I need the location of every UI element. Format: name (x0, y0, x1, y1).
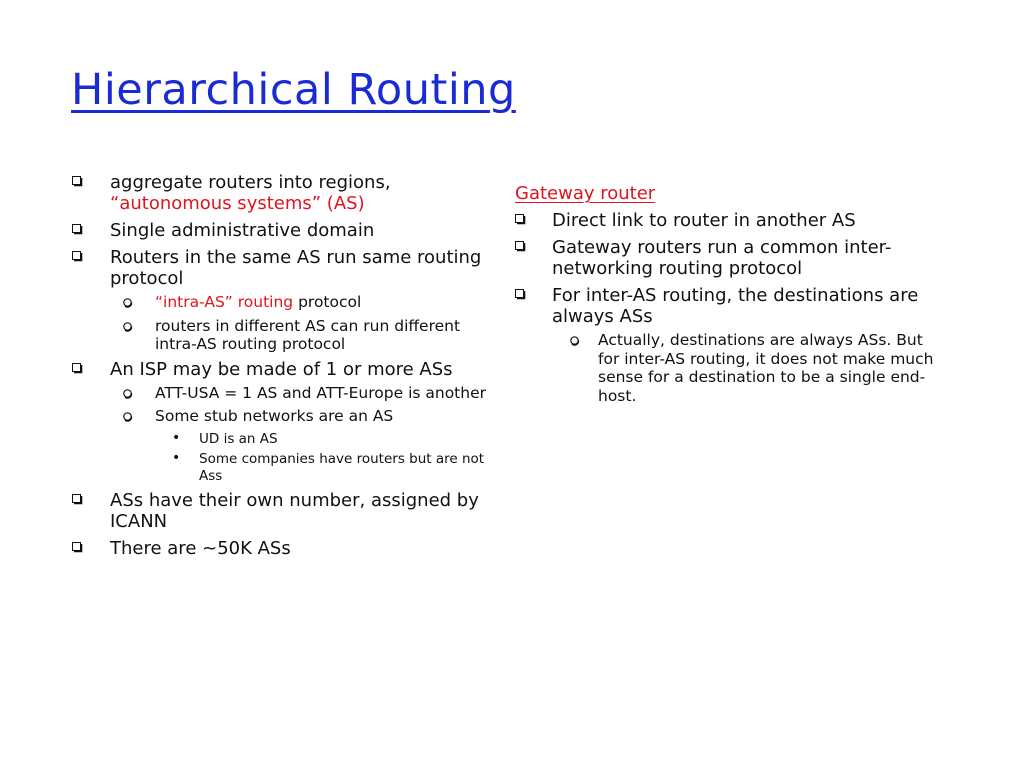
bullet-item (72, 172, 487, 214)
circle-bullet-icon (123, 389, 133, 399)
sub-bullet-item (72, 293, 487, 312)
sub-sub-bullet-item (72, 431, 487, 448)
square-bullet-icon (72, 363, 83, 374)
bullet-item (515, 285, 935, 327)
gateway-router-heading: Gateway router (515, 183, 656, 204)
square-bullet-icon (72, 542, 83, 553)
square-bullet-icon (72, 494, 83, 505)
sub-bullet-item (72, 384, 487, 403)
square-bullet-icon (515, 241, 526, 252)
circle-bullet-icon (570, 336, 580, 346)
square-bullet-icon (515, 289, 526, 300)
bullet-text: Single administrative domain (110, 220, 375, 241)
circle-bullet-icon (123, 298, 133, 308)
sub-bullet-item (72, 317, 487, 354)
dot-bullet-icon: • (172, 429, 181, 446)
bullet-item (72, 538, 487, 559)
square-bullet-icon (72, 176, 83, 187)
sub-bullet-text: protocol (293, 293, 362, 311)
dot-bullet-icon: • (172, 450, 181, 466)
sub-sub-bullet-text: UD is an AS (199, 430, 278, 447)
square-bullet-icon (72, 251, 83, 262)
circle-bullet-icon (123, 412, 133, 422)
sub-bullet-text: Some stub networks are an AS (155, 407, 394, 425)
bullet-item (72, 220, 487, 241)
sub-bullet-text: routers in different AS can run different intra-AS routing protocol (155, 316, 461, 353)
right-column (515, 183, 935, 410)
bullet-text: Gateway routers run a common inter-networking routing protocol (552, 237, 892, 279)
bullet-item (515, 237, 935, 279)
bullet-item (72, 359, 487, 380)
sub-bullet-highlight-text: “intra-AS” routing (155, 293, 294, 311)
sub-bullet-text: Actually, destinations are always ASs. But for inter-AS routing, it does not make much sense for a destination to be a single end-host. (598, 331, 934, 405)
sub-bullet-text: ATT-USA = 1 AS and ATT-Europe is another (155, 383, 486, 402)
bullet-text: ASs have their own number, assigned by ICANN (110, 490, 479, 532)
sub-bullet-item (72, 407, 487, 426)
bullet-text: There are ~50K ASs (110, 538, 291, 559)
slide-title: Hierarchical Routing (71, 65, 516, 115)
bullet-highlight-text: “autonomous systems” (AS) (110, 193, 365, 214)
bullet-text: Direct link to router in another AS (552, 210, 856, 231)
bullet-item (72, 247, 487, 289)
sub-sub-bullet-text: Some companies have routers but are not Ass (199, 451, 485, 484)
square-bullet-icon (515, 214, 526, 225)
bullet-text: aggregate routers into regions, (110, 172, 391, 193)
sub-sub-bullet-item (72, 451, 487, 484)
bullet-text: For inter-AS routing, the destinations are always ASs (552, 285, 919, 327)
bullet-text: An ISP may be made of 1 or more ASs (110, 358, 453, 380)
left-column (72, 172, 487, 565)
circle-bullet-icon (123, 322, 133, 332)
bullet-item (515, 210, 935, 231)
bullet-text: Routers in the same AS run same routing protocol (110, 247, 482, 289)
bullet-item (72, 490, 487, 532)
sub-bullet-item (515, 331, 935, 405)
square-bullet-icon (72, 224, 83, 235)
